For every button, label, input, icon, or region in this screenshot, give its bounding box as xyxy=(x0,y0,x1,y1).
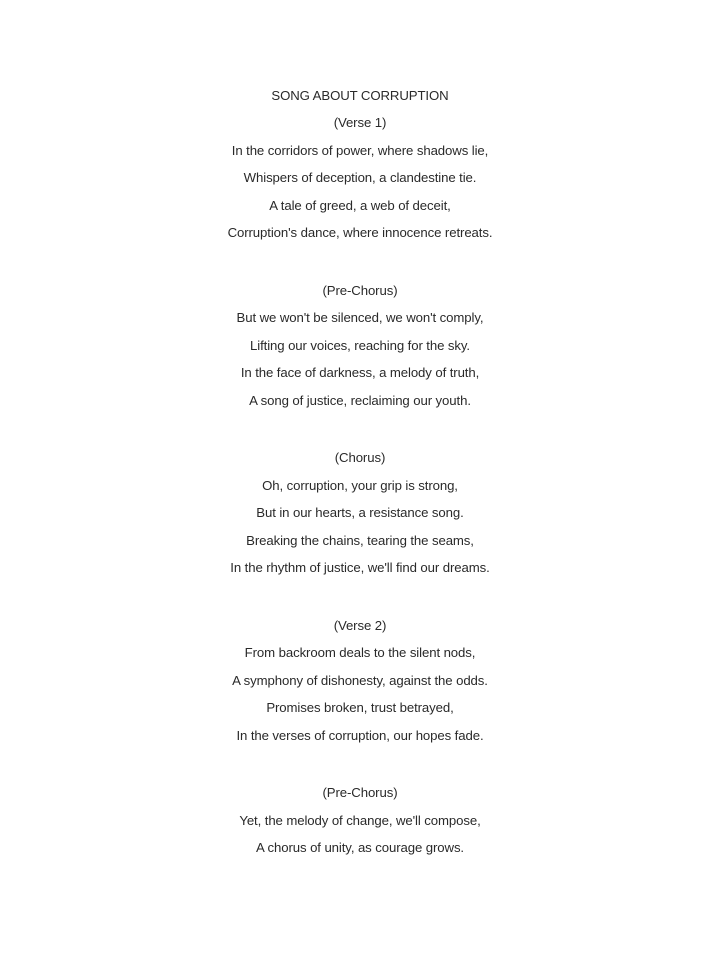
lyric-line: In the verses of corruption, our hopes fade. xyxy=(236,727,484,743)
section-heading: (Verse 1) xyxy=(333,115,387,130)
lyric-line: From backroom deals to the silent nods, xyxy=(244,645,476,660)
section-verse-1 xyxy=(0,113,720,251)
section-heading: (Pre-Chorus) xyxy=(322,282,398,298)
song-title: SONG ABOUT CORRUPTION xyxy=(271,88,449,103)
lyric-line: In the corridors of power, where shadows lie, xyxy=(231,142,489,158)
lyric-line: Lifting our voices, reaching for the sky. xyxy=(250,337,470,353)
lyric-line: In the rhythm of justice, we'll find our dreams. xyxy=(230,560,490,575)
lyric-line: A song of justice, reclaiming our youth. xyxy=(249,392,471,408)
section-pre-chorus-1 xyxy=(0,281,720,419)
lyric-line: But in our hearts, a resistance song. xyxy=(256,505,464,520)
lyric-line: Oh, corruption, your grip is strong, xyxy=(262,477,458,493)
section-heading: (Pre-Chorus) xyxy=(322,785,398,800)
lyric-line: A symphony of dishonesty, against the odds. xyxy=(232,672,488,688)
song-lyrics xyxy=(0,86,720,866)
section-chorus xyxy=(0,448,720,586)
lyric-line: Breaking the chains, tearing the seams, xyxy=(246,532,474,548)
lyric-line: A chorus of unity, as courage grows. xyxy=(256,840,464,855)
lyric-line: A tale of greed, a web of deceit, xyxy=(269,197,451,213)
lyric-line: Promises broken, trust betrayed, xyxy=(266,700,454,715)
lyric-line: In the face of darkness, a melody of truth, xyxy=(240,365,480,380)
lyric-line: But we won't be silenced, we won't comply, xyxy=(236,310,484,325)
section-verse-2 xyxy=(0,616,720,754)
section-heading: (Chorus) xyxy=(334,450,386,465)
lyric-line: Yet, the melody of change, we'll compose, xyxy=(239,812,481,828)
section-heading: (Verse 2) xyxy=(333,617,387,633)
section-pre-chorus-2 xyxy=(0,783,720,866)
lyric-line: Corruption's dance, where innocence retreats. xyxy=(227,225,493,240)
lyric-line: Whispers of deception, a clandestine tie. xyxy=(243,170,477,185)
